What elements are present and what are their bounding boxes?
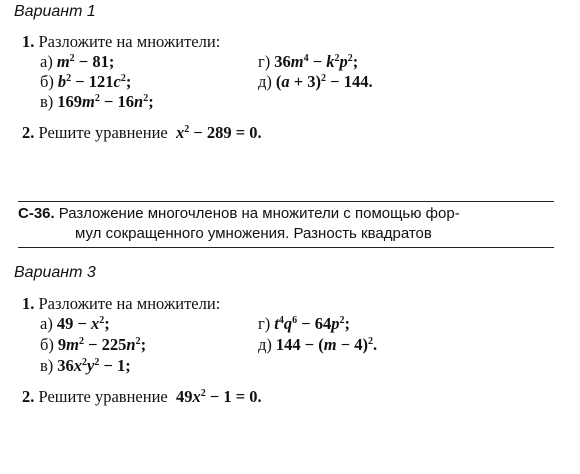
v3-item-b-expr: $9m^2 - 225n^2$; — [57, 335, 147, 354]
v3-item-b: б) $9m^2 - 225n^2$; — [40, 335, 147, 354]
section-top-rule — [18, 201, 554, 202]
v1-task1-number: 1. — [22, 32, 35, 51]
variant-3-title: Вариант 3 — [14, 264, 96, 281]
v3-task2-equation: $49x^2 - 1 = 0$. — [171, 387, 262, 406]
section-code: С-36. — [18, 205, 55, 222]
v1-item-g-expr: $36m^4 - k^2p^2$; — [274, 52, 359, 71]
v1-task1-header — [22, 32, 220, 52]
section-title-line2: мул сокращенного умножения. Разность квадратов — [75, 225, 432, 242]
v1-item-d: д) $(a + 3)^2 - 144$. — [258, 72, 373, 91]
v1-item-v-expr: $169m^2 - 16n^2$; — [57, 92, 154, 111]
v1-item-a-expr: $m^2 - 81$; — [56, 52, 115, 71]
v3-task1-number: 1. — [22, 294, 35, 313]
section-title-line1: Разложение многочленов на множители с помощью фор- — [58, 205, 460, 222]
v1-item-a: а) $m^2 - 81$; — [40, 52, 115, 71]
v3-item-d-expr: $144 - (m - 4)^2$. — [275, 335, 378, 354]
v3-item-a-expr: $49 - x^2$; — [56, 314, 110, 333]
v1-task2 — [22, 123, 262, 143]
v3-item-g: г) $t^4q^6 - 64p^2$; — [258, 314, 351, 333]
v1-item-b-expr: $b^2 - 121c^2$; — [57, 72, 132, 91]
v3-item-d: д) $144 - (m - 4)^2$. — [258, 335, 378, 354]
v3-item-v: в) $36x^2y^2 - 1$; — [40, 356, 131, 375]
variant-1-title: Вариант 1 — [14, 3, 96, 20]
v1-task2-equation: $x^2 - 289 = 0$. — [175, 123, 262, 142]
v3-item-g-expr: $t^4q^6 - 64p^2$; — [274, 314, 351, 333]
v1-task2-text: Решите уравнение — [38, 123, 168, 142]
v3-task1-header — [22, 294, 220, 314]
v3-task2 — [22, 387, 262, 407]
v3-task2-text: Решите уравнение — [38, 387, 168, 406]
section-header-line1 — [18, 205, 460, 223]
v1-item-v: в) $169m^2 - 16n^2$; — [40, 92, 154, 111]
v3-item-v-expr: $36x^2y^2 - 1$; — [57, 356, 131, 375]
v1-item-d-expr: $(a + 3)^2 - 144$. — [275, 72, 373, 91]
v3-item-a: а) $49 - x^2$; — [40, 314, 110, 333]
section-bottom-rule — [18, 247, 554, 248]
v1-task2-number: 2. — [22, 123, 35, 142]
v3-task2-number: 2. — [22, 387, 35, 406]
v3-task1-text: Разложите на множители: — [38, 294, 221, 313]
v1-task1-text: Разложите на множители: — [38, 32, 221, 51]
v1-item-g: г) $36m^4 - k^2p^2$; — [258, 52, 359, 71]
v1-item-b: б) $b^2 - 121c^2$; — [40, 72, 132, 91]
